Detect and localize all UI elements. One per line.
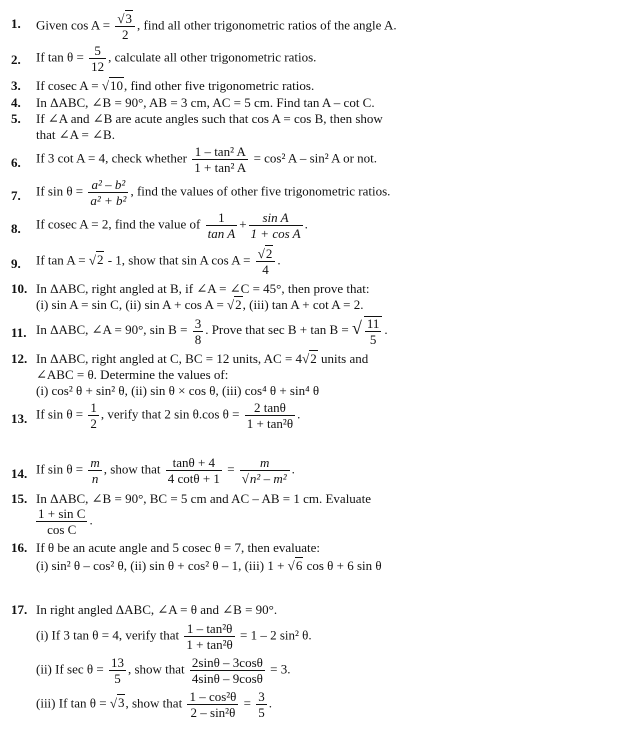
fraction: $\frac{\text{1 + sin C}}{\text{cos C}}$ — [38, 506, 86, 537]
fraction: $\frac{2\sin\theta - 3\cos\theta}{4\sin\theta - 9\cos\theta}$ — [191, 655, 263, 686]
fraction: $\frac{2 \tan\theta}{\text{1 + tan²θ}}$ — [246, 400, 294, 431]
problem-5-line-2: that ∠A = ∠B. — [36, 127, 115, 142]
problem-number: 9. — [11, 256, 21, 271]
fraction: $\frac{\text{1 – tan² A}}{\text{1 + tan² A}}$ — [194, 144, 247, 175]
problem-number: 4. — [11, 95, 21, 110]
problem-15-line-2: $\frac{\text{1 + sin C}}{\text{cos C}}$ . — [38, 506, 93, 537]
problem-6: If 3 cot A = 4, check whether $\frac{\text{1 – tan² A}}{\text{1 + tan² A}}$ = cos² A – sin² A or not. — [36, 144, 378, 175]
problem-12-line-2: ∠ABC = θ. Determine the values of: — [36, 367, 229, 382]
fraction: $\frac{\tan\theta + 4}{4 \cot\theta + 1}$ — [167, 455, 220, 486]
problem-17-line-1: In right angled ΔABC, ∠A = θ and ∠B = 90°. — [36, 602, 278, 617]
problem-number: 13. — [11, 411, 28, 426]
problem-7: If sin θ = $\frac{\text{a² – b²}}{\text{a² + b²}}$ , find the values of other five trigonometric ratios. — [36, 177, 391, 208]
problem-17-part-ii: (ii) If sec θ = $\frac{13}{5}$ , show that $\frac{2\sin\theta - 3\cos\theta}{4\sin\theta - 9\cos\theta}$ = 3. — [36, 655, 291, 686]
problem-number: 5. — [11, 111, 21, 126]
problem-number: 11. — [11, 325, 27, 340]
fraction: $\frac{1}{\text{tan A}}$ — [207, 210, 236, 241]
problem-number: 7. — [11, 188, 21, 203]
problem-number: 16. — [11, 540, 28, 555]
fraction: $\frac{13}{5}$ — [110, 655, 124, 686]
problem-10-line-2: (i) sin A = sin C, (ii) sin A + cos A = √2, (iii) tan A + cot A = 2. — [36, 297, 364, 312]
fraction: $\frac{5}{12}$ — [91, 43, 105, 74]
fraction: $\frac{m}{n}$ — [90, 455, 100, 486]
problem-17-part-i: (i) If 3 tan θ = 4, verify that $\frac{\text{1 – tan²θ}}{\text{1 + tan²θ}}$ = 1 – 2 sin² θ. — [36, 621, 312, 652]
problem-14: If sin θ = $\frac{m}{n}$ , show that $\frac{\tan\theta + 4}{4 \cot\theta + 1}$ = $\frac{m}{\text{√n² – m²}}$ . — [36, 455, 295, 486]
fraction: $\frac{3}{5}$ — [258, 689, 265, 720]
fraction: $\frac{√2}{4}$ — [256, 247, 276, 276]
problem-number: 3. — [11, 78, 21, 93]
problem-9: If tan A = √2 - 1, show that sin A cos A = $\frac{√2}{4}$ . — [36, 246, 281, 277]
problem-1: Given cos A = $\frac{√3}{2}$ , find all other trigonometric ratios of the angle A. — [36, 11, 397, 42]
problem-number: 12. — [11, 351, 28, 366]
fraction: $\frac{3}{8}$ — [194, 315, 202, 347]
problem-number: 8. — [11, 221, 21, 236]
problem-number: 15. — [11, 491, 28, 506]
problem-number: 10. — [11, 281, 28, 296]
problem-17-part-iii: (iii) If tan θ = √3, show that $\frac{\text{1 – cos²θ}}{\text{2 – sin²θ}}$ = $\frac{3}{5}$ . — [36, 689, 272, 720]
problem-number: 6. — [11, 155, 21, 170]
fraction: $\frac{\text{sin A}}{\text{1 + cos A}}$ — [250, 210, 301, 241]
problem-8: If cosec A = 2, find the value of $\frac{1}{\text{tan A}}$ + $\frac{\text{sin A}}{\text{1 + cos A}}$ . — [36, 210, 308, 241]
problem-16-line-1: If θ be an acute angle and 5 cosec θ = 7, then evaluate: — [36, 540, 320, 555]
problem-number: 2. — [11, 52, 21, 67]
problem-11: In ΔABC, ∠A = 90°, sin B = $\frac{3}{8}$ . Prove that sec B + tan B = √ $\frac{11}{5}$ . — [36, 315, 388, 347]
problem-12-line-1: In ΔABC, right angled at C, BC = 12 units, AC = 4√2 units and — [36, 351, 369, 366]
fraction: $\frac{√3}{2}$ — [115, 12, 135, 41]
fraction: $\frac{1}{2}$ — [90, 400, 97, 431]
problem-2: If tan θ = $\frac{5}{12}$ , calculate all other trigonometric ratios. — [36, 43, 317, 74]
fraction: $\frac{\text{a² – b²}}{\text{a² + b²}}$ — [90, 177, 127, 208]
problem-number: 1. — [11, 16, 21, 31]
problem-5-line-1: If ∠A and ∠B are acute angles such that cos A = cos B, then show — [36, 111, 383, 126]
problem-12-line-3: (i) cos² θ + sin² θ, (ii) sin θ × cos θ, (iii) cos⁴ θ + sin⁴ θ — [36, 383, 320, 398]
problem-4: In ΔABC, ∠B = 90°, AB = 3 cm, AC = 5 cm. Find tan A – cot C. — [36, 95, 375, 110]
fraction: $\frac{\text{1 – tan²θ}}{\text{1 + tan²θ}}$ — [186, 621, 233, 652]
fraction: $\frac{\text{1 – cos²θ}}{\text{2 – sin²θ}}$ — [189, 689, 237, 720]
problem-number: 17. — [11, 602, 28, 617]
fraction: $\frac{11}{5}$ — [364, 316, 383, 346]
problem-16-line-2: (i) sin² θ – cos² θ, (ii) sin θ + cos² θ – 1, (iii) 1 + √6 cos θ + 6 sin θ — [36, 558, 382, 573]
problem-3: If cosec A = √10, find other five trigonometric ratios. — [36, 78, 315, 93]
problem-10-line-1: In ΔABC, right angled at B, if ∠A = ∠C = 45°, then prove that: — [36, 281, 370, 296]
problem-number: 14. — [11, 466, 28, 481]
problem-13: If sin θ = $\frac{1}{2}$ , verify that 2 sin θ.cos θ = $\frac{2 \tan\theta}{\text{1 + tan²θ}}$ . — [36, 400, 301, 431]
problem-15-line-1: In ΔABC, ∠B = 90°, BC = 5 cm and AC – AB = 1 cm. Evaluate — [36, 491, 371, 506]
fraction: $\frac{m}{\text{√n² – m²}}$ — [240, 456, 290, 485]
